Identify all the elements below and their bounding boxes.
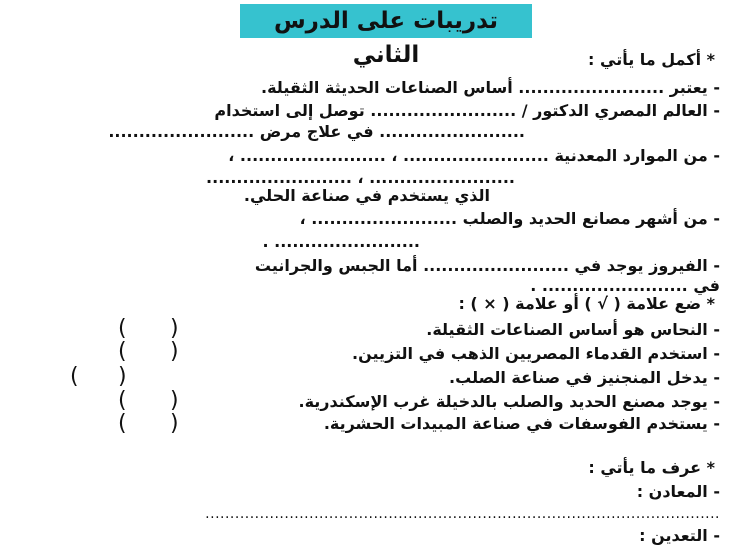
section-define-heading: * عرف ما يأتي : (588, 458, 715, 477)
complete-line-7: - من أشهر مصانع الحديد والصلب ........................ ، (299, 209, 720, 228)
answer-paren-open-3: ( (70, 364, 79, 389)
truefalse-item-4: - يوجد مصنع الحديد والصلب بالدخيلة غرب الإسكندرية. (298, 392, 720, 411)
complete-line-4: - من الموارد المعدنية ........................ ، ........................ ، (228, 146, 720, 165)
complete-line-1: - يعتبر ........................ أساس الصناعات الحديثة الثقيلة. (261, 78, 720, 97)
define-item-minerals: - المعادن : (636, 482, 720, 501)
complete-line-6: الذي يستخدم في صناعة الحلي. (243, 186, 490, 205)
answer-paren-open-4: ( (118, 388, 127, 413)
truefalse-item-5: - يستخدم الفوسفات في صناعة المبيدات الحشرية. (323, 414, 720, 433)
define-item-mining: - التعدين : (639, 526, 720, 545)
truefalse-item-2: - استخدم القدماء المصريين الذهب في التزيين. (352, 344, 720, 363)
complete-line-10: في ........................ . (530, 276, 720, 295)
answer-paren-close-3: ) (118, 364, 127, 389)
answer-paren-close-1: ) (170, 316, 179, 341)
worksheet-title: تدريبات على الدرس الثاني (240, 4, 532, 38)
define-answer-line: ........................................................................................................ (205, 506, 720, 522)
section-truefalse-heading: * ضع علامة ( √ ) أو علامة ( × ) : (458, 294, 715, 313)
answer-paren-open-2: ( (118, 339, 127, 364)
complete-line-8: ........................ . (262, 232, 420, 251)
complete-line-5: ........................ ، ........................ (206, 168, 515, 187)
answer-paren-open-5: ( (118, 411, 127, 436)
complete-line-2: - العالم المصري الدكتور / ........................ توصل إلى استخدام (214, 101, 720, 120)
answer-paren-close-2: ) (170, 339, 179, 364)
answer-paren-close-4: ) (170, 388, 179, 413)
answer-paren-open-1: ( (118, 316, 127, 341)
complete-line-9: - الفيروز يوجد في ........................ أما الجبس والجرانيت (254, 256, 720, 275)
complete-line-3: ........................ في علاج مرض ........................ (108, 122, 525, 141)
section-complete-heading: * أكمل ما يأتي : (588, 50, 715, 69)
truefalse-item-1: - النحاس هو أساس الصناعات الثقيلة. (426, 320, 720, 339)
answer-paren-close-5: ) (170, 411, 179, 436)
truefalse-item-3: - يدخل المنجنيز في صناعة الصلب. (449, 368, 720, 387)
